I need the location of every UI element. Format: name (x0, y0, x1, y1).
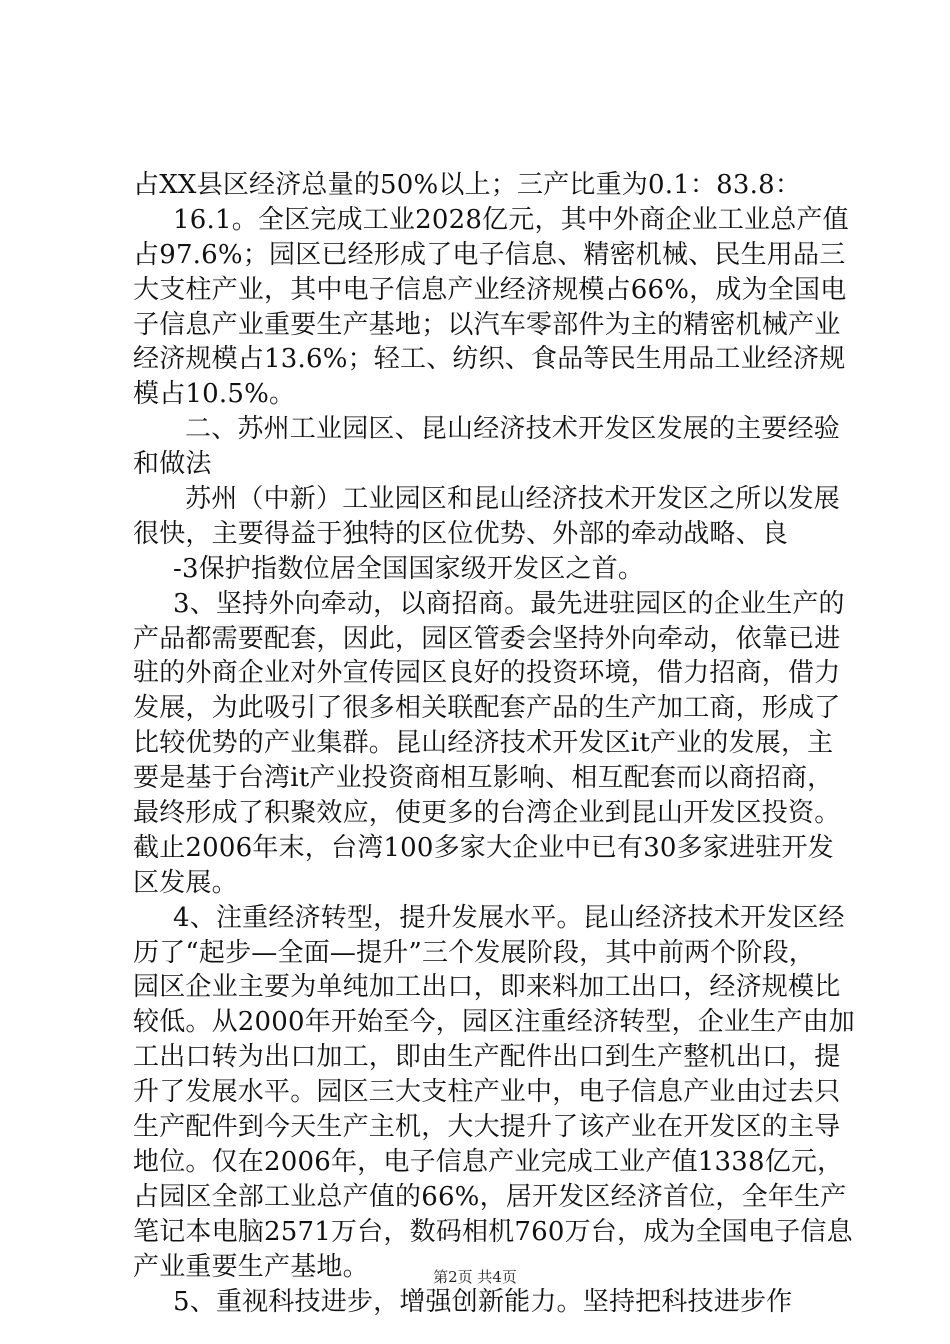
text-line: 子信息产业重要生产基地；以汽车零部件为主的精密机械产业 (133, 309, 841, 340)
text-line: 大支柱产业，其中电子信息产业经济规模占66%，成为全国电 (133, 274, 847, 305)
text-line: 区发展。 (133, 867, 238, 898)
text-line: 经济规模占13.6%；轻工、纺织、食品等民生用品工业经济规 (133, 344, 846, 375)
text-line: 发展，为此吸引了很多相关联配套产品的生产加工商，形成了 (133, 693, 841, 724)
text-line: 很快，主要得益于独特的区位优势、外部的牵动战略、良 (133, 518, 789, 549)
text-line: 历了“起步—全面—提升”三个发展阶段，其中前两个阶段， (133, 937, 815, 968)
text-line: 升了发展水平。园区三大支柱产业中，电子信息产业由过去只 (133, 1077, 841, 1108)
text-line: 占XX县区经济总量的50%以上；三产比重为0.1：83.8： (133, 170, 802, 200)
text-line: 和做法 (133, 449, 212, 480)
text-line: 要是基于台湾it产业投资商相互影响、相互配套而以商招商， (133, 763, 834, 794)
paragraph-lines (133, 168, 855, 1319)
text-line: 占97.6%；园区已经形成了电子信息、精密机械、民生用品三 (133, 239, 846, 270)
text-line: 二、苏州工业园区、昆山经济技术开发区发展的主要经验 (185, 414, 841, 445)
text-line: 笔记本电脑2571万台，数码相机760万台，成为全国电子信息 (133, 1216, 853, 1247)
text-line: 产业重要生产基地。 (133, 1251, 369, 1282)
text-line: 生产配件到今天生产主机，大大提升了该产业在开发区的主导 (133, 1112, 841, 1143)
text-line: 模占10.5%。 (133, 379, 296, 410)
text-line: 最终形成了积聚效应，使更多的台湾企业到昆山开发区投资。 (133, 798, 841, 829)
text-line: 园区企业主要为单纯加工出口，即来料加工出口，经济规模比 (133, 972, 841, 1003)
page-footer (0, 1267, 950, 1287)
text-line: 地位。仅在2006年，电子信息产业完成工业产值1338亿元， (133, 1146, 844, 1177)
text-line: 4、注重经济转型，提升发展水平。昆山经济技术开发区经 (173, 902, 845, 933)
text-line: 比较优势的产业集群。昆山经济技术开发区it产业的发展，主 (133, 728, 834, 759)
text-line: 较低。从2000年开始至今，园区注重经济转型，企业生产由加 (133, 1007, 855, 1038)
text-line: -3保护指数位居全国国家级开发区之首。 (173, 553, 645, 584)
text-line: 驻的外商企业对外宣传园区良好的投资环境，借力招商，借力 (133, 658, 841, 689)
text-line: 截止2006年末，台湾100多家大企业中已有30多家进驻开发 (133, 832, 834, 863)
text-line: 16.1。全区完成工业2028亿元，其中外商企业工业总产值 (173, 204, 849, 235)
text-line: 产品都需要配套，因此，园区管委会坚持外向牵动，依靠已进 (133, 623, 841, 654)
text-line: 5、重视科技进步，增强创新能力。坚持把科技进步作 (173, 1286, 793, 1317)
text-line: 占园区全部工业总产值的66%，居开发区经济首位，全年生产 (133, 1181, 847, 1212)
document-body (133, 168, 855, 1319)
text-line: 苏州（中新）工业园区和昆山经济技术开发区之所以发展 (185, 484, 841, 515)
text-line: 3、坚持外向牵动，以商招商。最先进驻园区的企业生产的 (173, 588, 845, 619)
page-number-label: 第2页 共4页 (433, 1268, 517, 1286)
text-line: 工出口转为出口加工，即由生产配件出口到生产整机出口，提 (133, 1042, 841, 1073)
